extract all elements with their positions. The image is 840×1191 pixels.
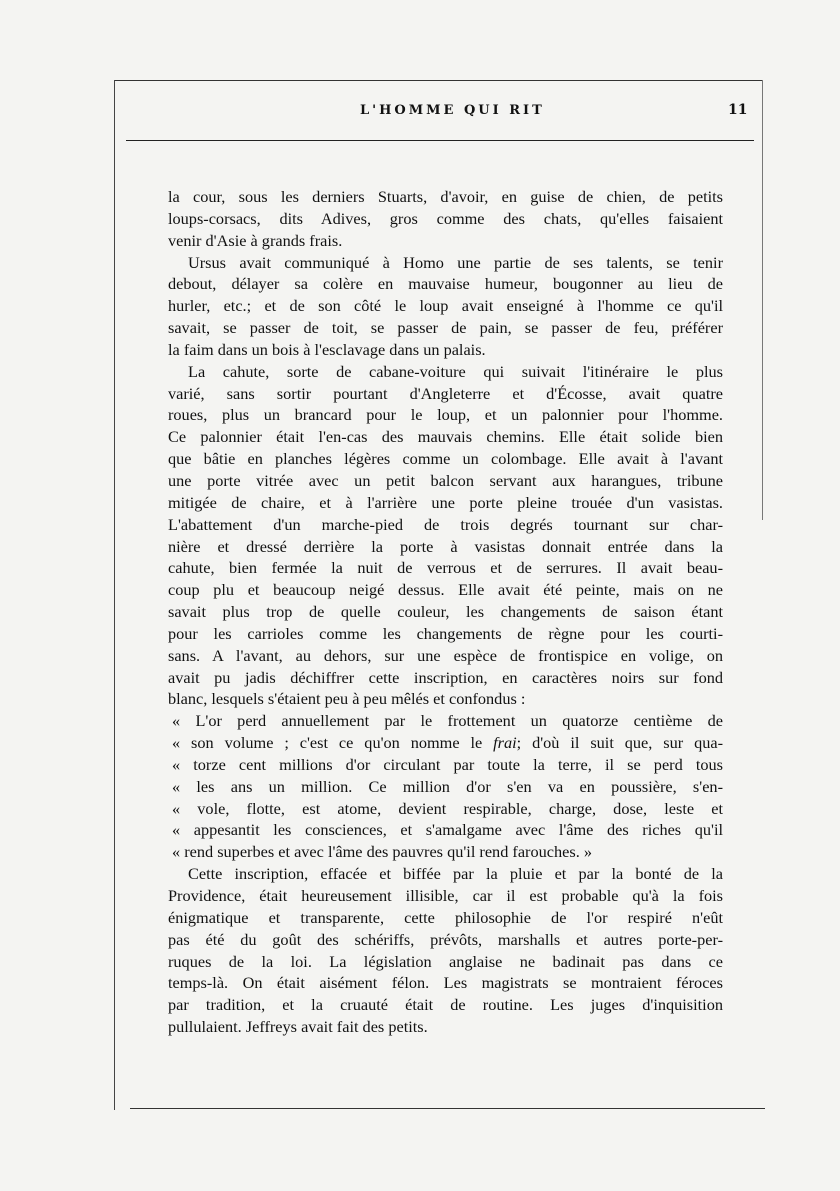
text-line: debout, délayer sa colère en mauvaise humeur, bougonner au lieu de	[168, 274, 723, 294]
page-frame-top-rule	[115, 80, 763, 81]
paragraph-start-line: Cette inscription, effacée et biffée par la pluie et par la bonté de la	[188, 864, 723, 884]
quote-line: « les ans un million. Ce million d'or s'en va en poussière, s'en-	[172, 776, 723, 796]
quote-line: « vole, flotte, est atome, devient respirable, charge, dose, leste et	[172, 798, 723, 818]
quote-text: « son volume ; c'est ce qu'on nomme le	[172, 733, 494, 753]
text-line: la faim dans un bois à l'esclavage dans un palais.	[168, 339, 486, 359]
page-frame-left-rule	[114, 80, 115, 1110]
body-text	[168, 186, 723, 1038]
italic-word-frai: frai	[493, 733, 517, 753]
text-line: coup plu et beaucoup neigé dessus. Elle avait été peinte, mais on ne	[168, 580, 723, 600]
text-line: pour les carrioles comme les changements de règne pour les courti-	[168, 623, 723, 643]
text-line: nière et dressé derrière la porte à vasistas donnait entrée dans la	[168, 536, 723, 556]
text-line: pullulaient. Jeffreys avait fait des petits.	[168, 1017, 428, 1037]
text-line: savait plus trop de quelle couleur, les changements de saison étant	[168, 602, 723, 622]
text-line: la cour, sous les derniers Stuarts, d'avoir, en guise de chien, de petits	[168, 187, 723, 206]
text-line: hurler, etc.; et de son côté le loup avait enseigné à l'homme ce qu'il	[168, 296, 723, 316]
quote-line: « torze cent millions d'or circulant par toute la terre, il se perd tous	[172, 754, 723, 774]
quote-line: « appesantit les consciences, et s'amalgame avec l'âme des riches qu'il	[172, 820, 723, 840]
text-line: Ce palonnier était l'en-cas des mauvais chemins. Elle était solide bien	[168, 427, 723, 447]
text-line: par tradition, et la cruauté était de routine. Les juges d'inquisition	[168, 995, 723, 1015]
header-divider	[126, 140, 754, 141]
text-line: loups-corsacs, dits Adives, gros comme des chats, qu'elles faisaient	[168, 208, 723, 228]
page-frame-bottom-rule	[130, 1108, 765, 1109]
page-frame-right-rule	[762, 80, 763, 520]
quote-line: « L'or perd annuellement par le frottement un quatorze centième de	[172, 711, 723, 731]
text-line: que bâtie en planches légères comme un colombage. Elle avait à l'avant	[168, 449, 723, 469]
quote-text: ; d'où il suit que, sur qua-	[516, 733, 723, 753]
text-line: mitigée de chaire, et à l'arrière une porte pleine trouée d'un vasistas.	[168, 492, 723, 512]
text-line: sans. A l'avant, au dehors, sur une espèce de frontispice en volige, on	[168, 645, 723, 665]
text-line: avait pu jadis déchiffrer cette inscription, en caractères noirs sur fond	[168, 667, 723, 687]
text-line: savait, se passer de toit, se passer de pain, se passer de feu, préférer	[168, 318, 723, 338]
text-line: varié, sans sortir pourtant d'Angleterre et d'Écosse, avait quatre	[168, 383, 723, 403]
text-line: pas été du goût des schériffs, prévôts, marshalls et autres porte-per-	[168, 929, 723, 949]
text-line: roues, plus un brancard pour le loup, et un palonnier pour l'homme.	[168, 405, 723, 425]
quote-line: « rend superbes et avec l'âme des pauvres qu'il rend farouches. »	[172, 842, 592, 862]
text-line: ruques de la loi. La législation anglaise ne badinait pas dans ce	[168, 951, 723, 971]
text-line: énigmatique et transparente, cette philosophie de l'or respiré n'eût	[168, 907, 723, 927]
page-number: 11	[728, 102, 748, 118]
text-line: une porte vitrée avec un petit balcon servant aux harangues, tribune	[168, 470, 723, 490]
quote-line	[168, 732, 723, 754]
paragraph-start-line: La cahute, sorte de cabane-voiture qui suivait l'itinéraire le plus	[188, 361, 723, 381]
text-line: L'abattement d'un marche-pied de trois degrés tournant sur char-	[168, 514, 723, 534]
text-line: temps-là. On était aisément félon. Les magistrats se montraient féroces	[168, 973, 723, 993]
text-line: venir d'Asie à grands frais.	[168, 230, 343, 250]
text-line: cahute, bien fermée la nuit de verrous et de serrures. Il avait beau-	[168, 558, 723, 578]
running-title: L'HOMME QUI RIT	[360, 103, 545, 118]
text-line: Providence, était heureusement illisible, car il est probable qu'à la fois	[168, 886, 723, 905]
text-line: blanc, lesquels s'étaient peu à peu mêlés et confondus :	[168, 689, 526, 709]
paragraph-start-line: Ursus avait communiqué à Homo une partie de ses talents, se tenir	[188, 252, 723, 272]
